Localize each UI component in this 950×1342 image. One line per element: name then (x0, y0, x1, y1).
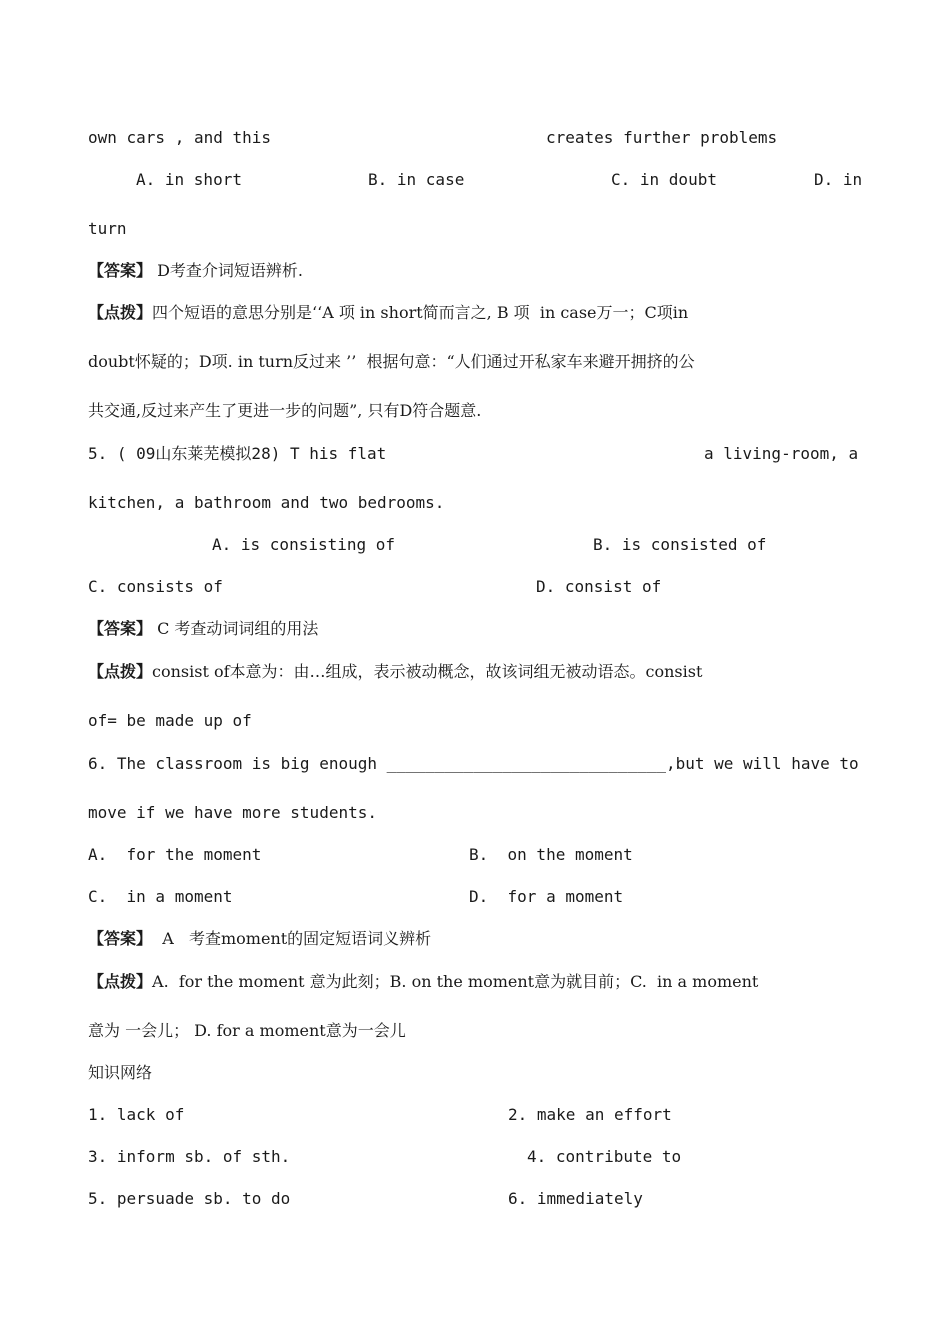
q6-stem-cont: move if we have more students. (88, 803, 377, 822)
q4-option-a: A. in short (136, 170, 242, 189)
q4-option-d-cont: turn (88, 219, 127, 238)
answer-text: D考查介词短语辨析. (152, 261, 304, 280)
network-heading: 知识网络 (88, 1063, 153, 1082)
q6-option-b: B. on the moment (469, 845, 633, 864)
answer-tag: 【答案】 (88, 619, 153, 638)
q6-hint-line2: 意为 一会儿； D. for a moment意为一会儿 (88, 1021, 406, 1040)
q4-hint (88, 303, 688, 323)
q4-option-c: C. in doubt (611, 170, 717, 189)
network-item: 2. make an effort (508, 1105, 672, 1124)
q4-stem-left: own cars , and this (88, 128, 272, 147)
network-item: 1. lack of (88, 1105, 185, 1124)
q5-option-c: C. consists of (88, 577, 223, 596)
q4-hint-line3: 共交通,反过来产生了更进一步的问题”, 只有D符合题意. (88, 401, 482, 420)
q6-answer (88, 929, 431, 949)
q6-option-a: A. for the moment (88, 845, 262, 864)
q6-stem: 6. The classroom is big enough _____________________________,but we will have to (88, 754, 859, 773)
q5-option-b: B. is consisted of (593, 535, 767, 554)
hint-text: A. for the moment 意为此刻；B. on the moment意为就目前；C. in a moment (152, 972, 759, 991)
q4-answer (88, 261, 303, 281)
q4-option-b: B. in case (368, 170, 465, 189)
q5-stem-left: 5. ( 09山东莱芜模拟28) T his flat (88, 444, 387, 463)
network-item: 5. persuade sb. to do (88, 1189, 291, 1208)
answer-tag: 【答案】 (88, 929, 153, 948)
network-item: 4. contribute to (527, 1147, 682, 1166)
q5-hint (88, 662, 702, 682)
hint-text: consist of本意为：由…组成，表示被动概念，故该词组无被动语态。consist (152, 662, 703, 681)
hint-tag: 【点拨】 (88, 662, 153, 681)
q5-stem-right: a living-room, a (704, 444, 859, 463)
answer-text: A 考查moment的固定短语词义辨析 (152, 929, 432, 948)
network-item: 3. inform sb. of sth. (88, 1147, 291, 1166)
answer-tag: 【答案】 (88, 261, 153, 280)
q4-option-d: D. in (814, 170, 863, 189)
answer-text: C 考查动词词组的用法 (152, 619, 319, 638)
hint-text: 四个短语的意思分别是‘‘A 项 in short简而言之, B 项 in case万一；C项in (152, 303, 689, 322)
hint-tag: 【点拨】 (88, 303, 153, 322)
q4-stem-right: creates further problems (546, 128, 778, 147)
q4-hint-line2: doubt怀疑的；D项. in turn反过来 ’’ 根据句意：“人们通过开私家车来避开拥挤的公 (88, 352, 695, 371)
hint-tag: 【点拨】 (88, 972, 153, 991)
q5-stem-cont: kitchen, a bathroom and two bedrooms. (88, 493, 445, 512)
q5-hint-line2: of= be made up of (88, 711, 252, 730)
q6-hint (88, 972, 758, 992)
q5-answer (88, 619, 318, 639)
network-item: 6. immediately (508, 1189, 643, 1208)
q6-option-c: C. in a moment (88, 887, 233, 906)
q5-option-d: D. consist of (536, 577, 662, 596)
q5-option-a: A. is consisting of (212, 535, 396, 554)
q6-option-d: D. for a moment (469, 887, 624, 906)
